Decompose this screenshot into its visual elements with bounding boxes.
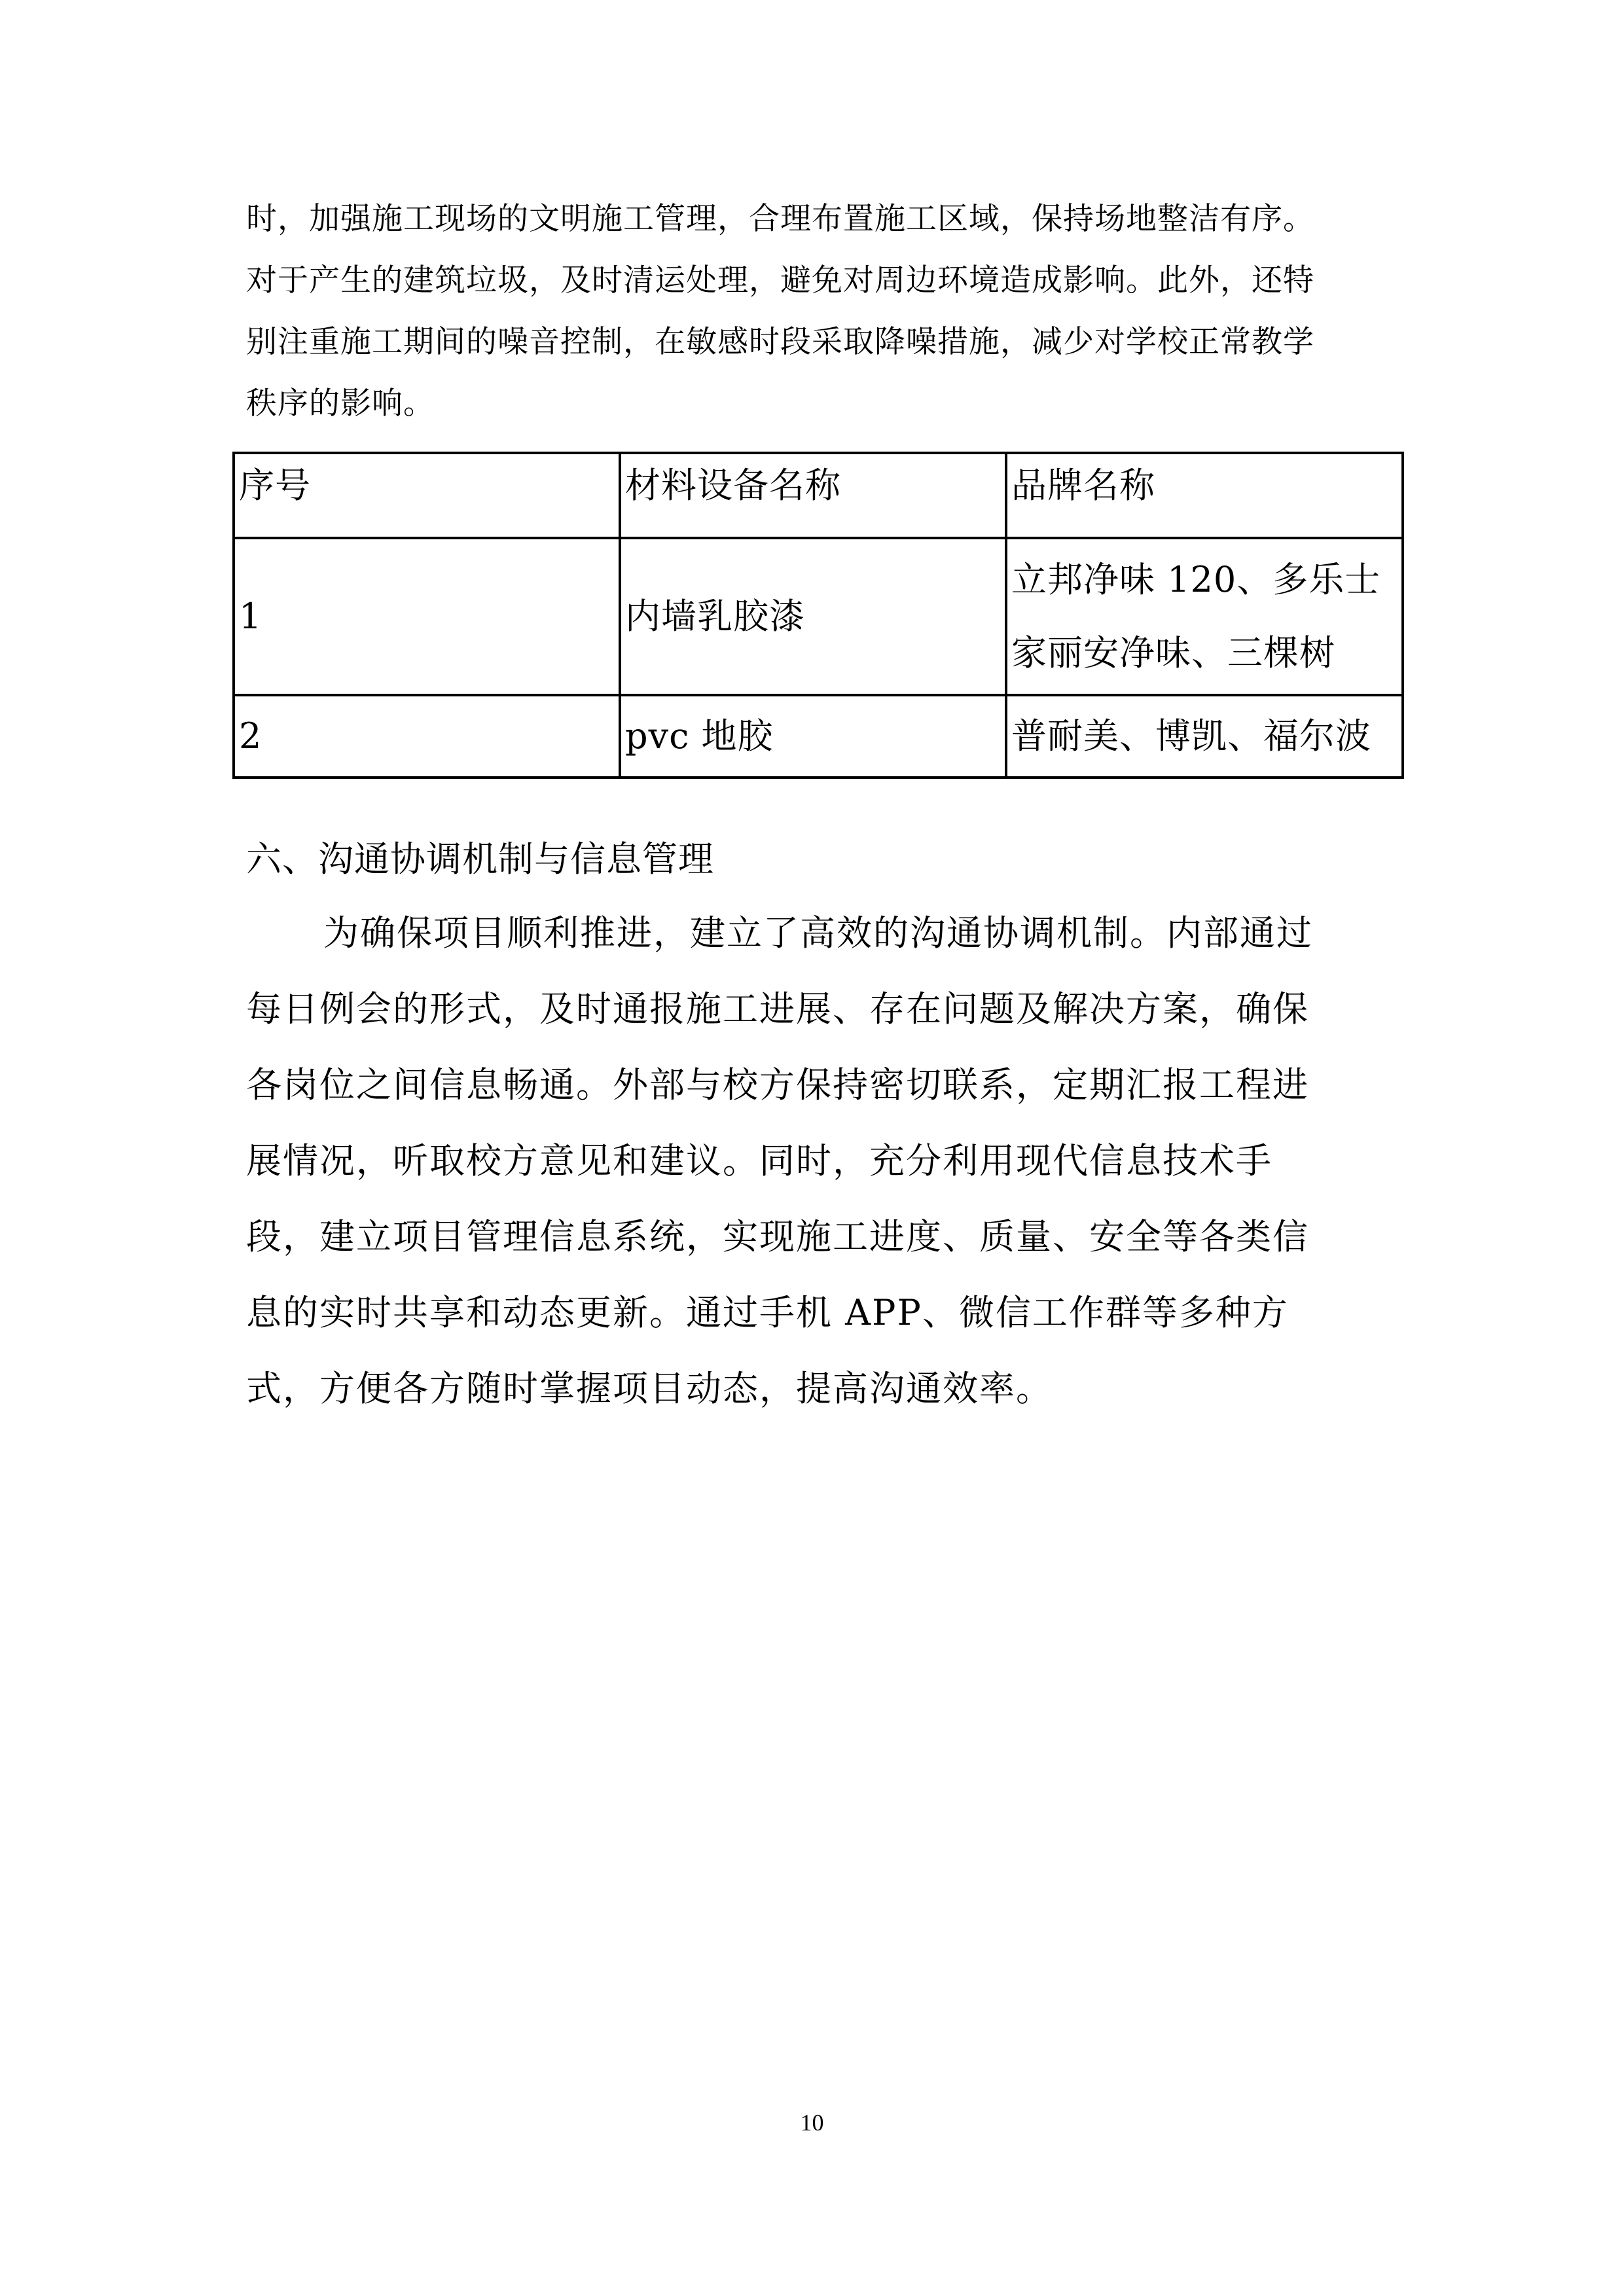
header-cell-no: 序号: [234, 453, 620, 538]
paragraph-line: 各岗位之间信息畅通。外部与校方保持密切联系，定期汇报工程进: [246, 1064, 1309, 1105]
cell-material-name: 内墙乳胶漆: [620, 538, 1006, 695]
intro-line: 别注重施工期间的噪音控制，在敏感时段采取降噪措施，减少对学校正常教学: [246, 324, 1314, 360]
table-header-row: [234, 453, 1403, 538]
paragraph-line: 展情况，听取校方意见和建议。同时，充分利用现代信息技术手: [246, 1140, 1272, 1181]
cell-no: 1: [234, 538, 620, 695]
paragraph-line: 息的实时共享和动态更新。通过手机 APP、微信工作群等多种方: [246, 1292, 1289, 1333]
paragraph-line: 段，建立项目管理信息系统，实现施工进度、质量、安全等各类信: [246, 1216, 1309, 1257]
section-paragraph: [246, 895, 1385, 1427]
paragraph-line: 为确保项目顺利推进，建立了高效的沟通协调机制。内部通过: [323, 912, 1313, 954]
cell-brand: [1006, 695, 1403, 778]
page-number: 10: [800, 2109, 824, 2136]
section-heading: 六、沟通协调机制与信息管理: [246, 838, 714, 880]
header-cell-brand: 品牌名称: [1006, 453, 1403, 538]
intro-line: 对于产生的建筑垃圾，及时清运处理，避免对周边环境造成影响。此外，还特: [246, 262, 1314, 298]
brand-line: 普耐美、博凯、福尔波: [1011, 715, 1371, 757]
material-brand-table: [232, 452, 1404, 779]
intro-line: 秩序的影响。: [246, 386, 435, 422]
table-row: [234, 695, 1403, 778]
intro-line: 时，加强施工现场的文明施工管理，合理布置施工区域，保持场地整洁有序。: [246, 201, 1314, 237]
paragraph-line: 每日例会的形式，及时通报施工进展、存在问题及解决方案，确保: [246, 988, 1309, 1030]
cell-material-name: pvc 地胶: [620, 695, 1006, 778]
intro-paragraph: [246, 188, 1385, 435]
header-cell-name: 材料设备名称: [620, 453, 1006, 538]
brand-line: 立邦净味 120、多乐士: [1011, 559, 1381, 600]
table-row: [234, 538, 1403, 695]
cell-brand: [1006, 538, 1403, 695]
paragraph-line: 式，方便各方随时掌握项目动态，提高沟通效率。: [246, 1368, 1053, 1409]
cell-no: 2: [234, 695, 620, 778]
brand-line: 家丽安净味、三棵树: [1011, 632, 1335, 673]
